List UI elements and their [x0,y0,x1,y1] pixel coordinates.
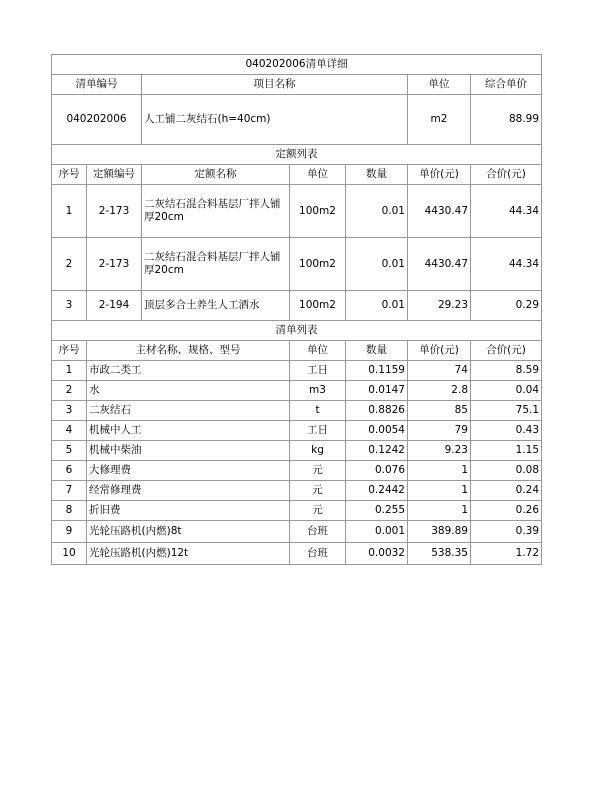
list-qty: 0.0054 [346,421,408,441]
list-row [52,501,542,521]
list-row [52,381,542,401]
list-col-price: 单价(元) [408,341,471,361]
list-unit: 台班 [290,521,346,543]
quota-row [52,291,542,321]
table-title: 040202006清单详细 [52,55,542,75]
list-unit: kg [290,441,346,461]
code-header: 清单编号 [52,75,142,95]
quota-no: 2 [52,238,87,291]
list-price: 74 [408,361,471,381]
item-row [52,95,542,145]
list-col-no: 序号 [52,341,87,361]
list-price: 2.8 [408,381,471,401]
quota-code: 2-173 [87,185,142,238]
list-price: 1 [408,461,471,481]
list-name: 机械中柴油 [87,441,290,461]
quota-price: 4430.47 [408,238,471,291]
list-row [52,401,542,421]
list-total: 0.26 [471,501,542,521]
list-name: 光轮压路机(内燃)12t [87,543,290,565]
list-qty: 0.076 [346,461,408,481]
list-qty: 0.1242 [346,441,408,461]
list-name: 光轮压路机(内燃)8t [87,521,290,543]
list-name: 二灰结石 [87,401,290,421]
list-name: 折旧费 [87,501,290,521]
title-row [52,55,542,75]
list-name: 机械中人工 [87,421,290,441]
list-row [52,521,542,543]
quota-col-unit: 单位 [290,165,346,185]
list-qty: 0.2442 [346,481,408,501]
quota-unit: 100m2 [290,185,346,238]
quota-section-title: 定额列表 [52,145,542,165]
list-unit: m3 [290,381,346,401]
list-row [52,361,542,381]
quota-row [52,238,542,291]
list-no: 4 [52,421,87,441]
list-total: 1.72 [471,543,542,565]
quota-col-total: 合价(元) [471,165,542,185]
price-header: 综合单价 [471,75,542,95]
quota-col-name: 定额名称 [142,165,290,185]
quota-section-row [52,145,542,165]
quota-name: 顶层多合土养生人工洒水 [142,291,290,321]
list-name: 水 [87,381,290,401]
list-row [52,441,542,461]
quota-code: 2-194 [87,291,142,321]
item-name: 人工铺二灰结石(h=40cm) [142,95,408,145]
list-no: 6 [52,461,87,481]
list-col-total: 合价(元) [471,341,542,361]
list-col-name: 主材名称、规格、型号 [87,341,290,361]
list-row [52,543,542,565]
list-qty: 0.8826 [346,401,408,421]
list-no: 10 [52,543,87,565]
list-qty: 0.255 [346,501,408,521]
list-name: 市政二类工 [87,361,290,381]
list-col-unit: 单位 [290,341,346,361]
list-unit: 元 [290,461,346,481]
list-no: 9 [52,521,87,543]
header-row [52,75,542,95]
list-name: 大修理费 [87,461,290,481]
unit-header: 单位 [408,75,471,95]
list-no: 2 [52,381,87,401]
list-price: 1 [408,501,471,521]
list-no: 8 [52,501,87,521]
list-unit: 工日 [290,361,346,381]
name-header: 项目名称 [142,75,408,95]
list-row [52,461,542,481]
list-price: 389.89 [408,521,471,543]
list-price: 85 [408,401,471,421]
list-section-title: 清单列表 [52,321,542,341]
quota-name: 二灰结石混合料基层厂拌人铺 厚20cm [142,185,290,238]
quota-code: 2-173 [87,238,142,291]
list-total: 75.1 [471,401,542,421]
list-price: 79 [408,421,471,441]
quota-unit: 100m2 [290,291,346,321]
quota-header-row [52,165,542,185]
quota-row [52,185,542,238]
quota-col-qty: 数量 [346,165,408,185]
list-qty: 0.1159 [346,361,408,381]
quota-unit: 100m2 [290,238,346,291]
list-no: 3 [52,401,87,421]
quota-total: 0.29 [471,291,542,321]
list-no: 5 [52,441,87,461]
quota-col-price: 单价(元) [408,165,471,185]
list-total: 0.43 [471,421,542,441]
quota-qty: 0.01 [346,238,408,291]
quota-total: 44.34 [471,238,542,291]
list-unit: 元 [290,501,346,521]
quota-qty: 0.01 [346,291,408,321]
item-unit: m2 [408,95,471,145]
list-qty: 0.0032 [346,543,408,565]
list-price: 538.35 [408,543,471,565]
list-unit: 元 [290,481,346,501]
bill-detail-table [51,54,542,565]
list-total: 0.08 [471,461,542,481]
list-price: 1 [408,481,471,501]
list-unit: 台班 [290,543,346,565]
list-name: 经常修理费 [87,481,290,501]
item-code: 040202006 [52,95,142,145]
quota-col-no: 序号 [52,165,87,185]
list-col-qty: 数量 [346,341,408,361]
list-unit: t [290,401,346,421]
quota-name: 二灰结石混合料基层厂拌人铺 厚20cm [142,238,290,291]
list-section-row [52,321,542,341]
list-qty: 0.001 [346,521,408,543]
quota-qty: 0.01 [346,185,408,238]
list-header-row [52,341,542,361]
list-row [52,481,542,501]
list-price: 9.23 [408,441,471,461]
quota-no: 3 [52,291,87,321]
quota-col-code: 定额编号 [87,165,142,185]
list-no: 7 [52,481,87,501]
quota-price: 29.23 [408,291,471,321]
list-unit: 工日 [290,421,346,441]
quota-no: 1 [52,185,87,238]
quota-total: 44.34 [471,185,542,238]
list-total: 1.15 [471,441,542,461]
list-total: 0.24 [471,481,542,501]
list-no: 1 [52,361,87,381]
list-row [52,421,542,441]
list-qty: 0.0147 [346,381,408,401]
quota-price: 4430.47 [408,185,471,238]
list-total: 0.04 [471,381,542,401]
list-total: 0.39 [471,521,542,543]
list-total: 8.59 [471,361,542,381]
item-price: 88.99 [471,95,542,145]
